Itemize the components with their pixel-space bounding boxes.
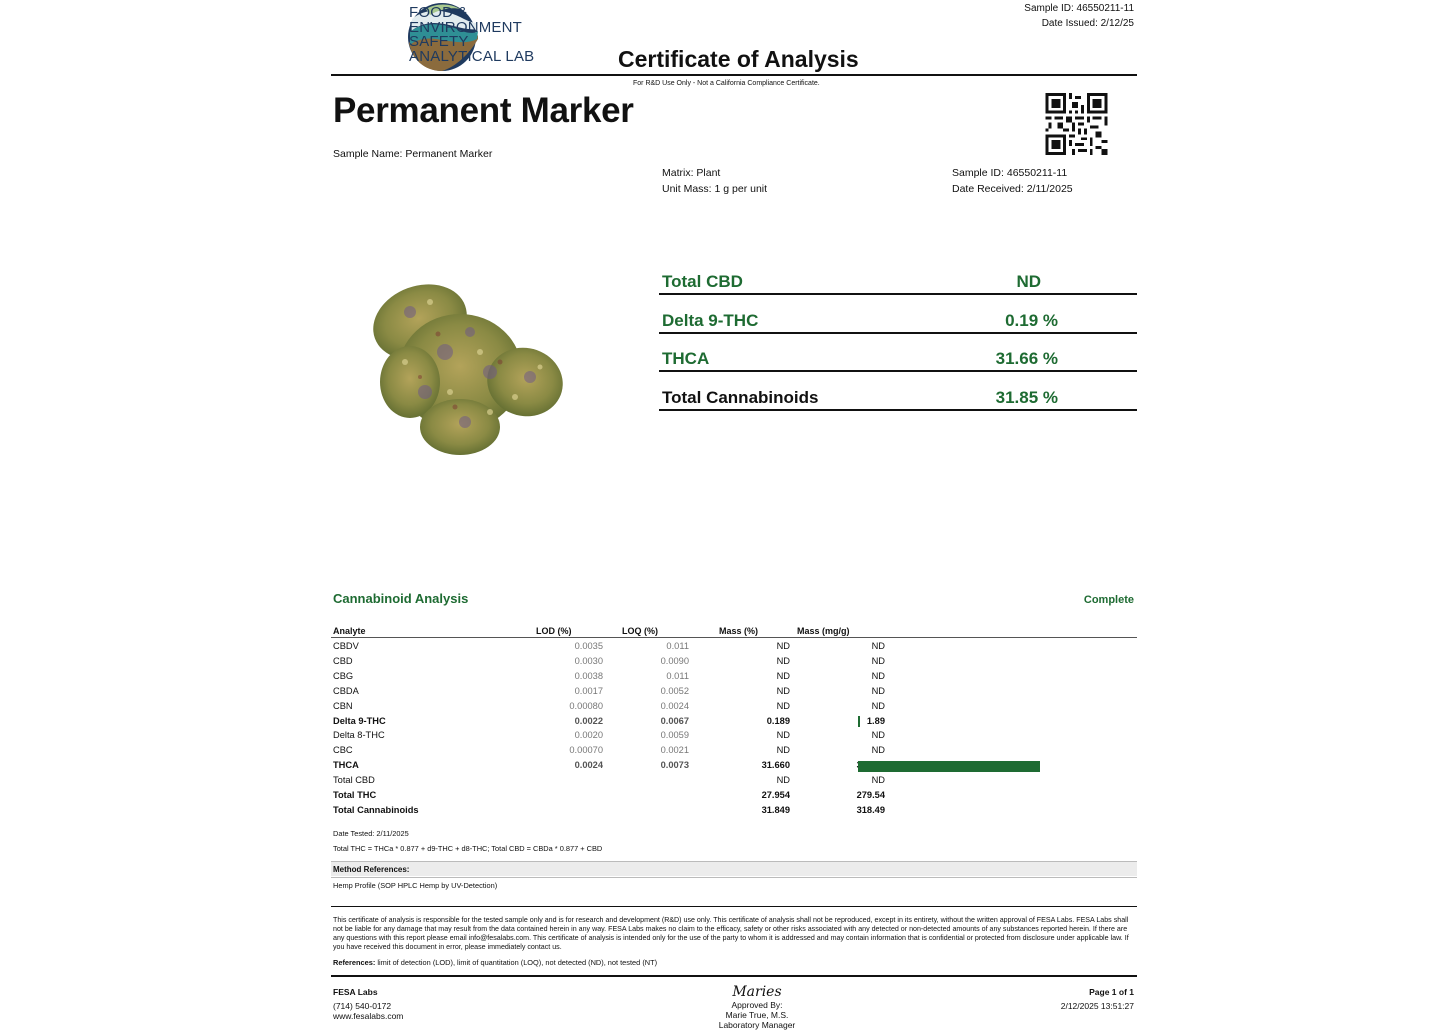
cell-mass-mg: ND: [871, 655, 885, 666]
cell-lod: 0.0017: [574, 685, 603, 696]
cell-analyte: CBN: [333, 700, 353, 711]
document-title: Certificate of Analysis: [618, 46, 859, 72]
cell-loq: 0.0052: [660, 685, 689, 696]
summary-label-delta9-thc: Delta 9-THC: [662, 311, 759, 330]
table-row: [333, 656, 1033, 671]
sample-id: Sample ID: 46550211-11: [952, 167, 1068, 179]
cell-mass-mg: ND: [871, 775, 885, 786]
footer-divider: [331, 975, 1137, 977]
page-number: Page 1 of 1: [1089, 987, 1134, 997]
cell-analyte: CBD: [333, 655, 353, 666]
date-received: Date Received: 2/11/2025: [952, 183, 1073, 195]
cell-loq: 0.0073: [660, 760, 689, 771]
table-header-divider: [331, 637, 1137, 638]
table-row: [333, 775, 1033, 790]
col-header-lod: LOD (%): [536, 626, 572, 636]
table-row: [333, 730, 1033, 745]
approver-title: Laboratory Manager: [718, 1020, 796, 1030]
table-row: [333, 701, 1033, 716]
cell-mass-pct: ND: [776, 685, 790, 696]
cell-mass-pct: ND: [776, 775, 790, 786]
cell-mass-pct: 0.189: [766, 715, 790, 726]
cell-mass-pct: ND: [776, 670, 790, 681]
cell-mass-mg: ND: [871, 700, 885, 711]
summary-divider: [659, 370, 1137, 372]
header-sample-id: Sample ID: 46550211-11: [1024, 3, 1134, 14]
cell-analyte: CBDA: [333, 685, 359, 696]
table-row: [333, 790, 1033, 805]
cell-analyte: Delta 8-THC: [333, 730, 385, 741]
cell-mass-pct: ND: [776, 745, 790, 756]
summary-divider: [659, 293, 1137, 295]
cell-analyte: Total Cannabinoids: [333, 804, 419, 815]
sample-name: Sample Name: Permanent Marker: [333, 148, 493, 160]
cell-analyte: THCA: [333, 760, 359, 771]
company-website: www.fesalabs.com: [333, 1011, 404, 1021]
footer-company: [333, 987, 403, 1021]
summary-value-total-cbd: ND: [1016, 272, 1041, 291]
total-formula: Total THC = THCa * 0.877 + d9-THC + d8-THC; Total CBD = CBDa * 0.877 + CBD: [333, 844, 603, 853]
cell-lod: 0.0030: [574, 655, 603, 666]
cell-mass-pct: 31.849: [761, 804, 790, 815]
col-header-analyte: Analyte: [333, 626, 366, 636]
method-divider: [331, 861, 1137, 862]
summary-value-total-cannabinoids: 31.85 %: [995, 388, 1058, 407]
company-name: FESA Labs: [333, 987, 378, 997]
cell-loq: 0.0021: [660, 745, 689, 756]
cell-lod: 0.0038: [574, 670, 603, 681]
cell-lod: 0.0024: [574, 760, 603, 771]
cell-analyte: CBDV: [333, 641, 359, 651]
legal-divider: [331, 906, 1137, 907]
date-tested: Date Tested: 2/11/2025: [333, 829, 409, 838]
cell-mass-mg: ND: [871, 745, 885, 756]
print-timestamp: 2/12/2025 13:51:27: [1060, 1001, 1134, 1011]
mass-bar: [858, 761, 1040, 772]
table-row: [333, 716, 1033, 731]
cell-mass-mg: ND: [871, 685, 885, 696]
table-row: [333, 641, 1033, 656]
legal-disclaimer: This certificate of analysis is responsible for the tested sample only and is for research and development (R&D) use only. This certificate of analysis shall not be reproduced, except in its entirety, without the written approval of FESA Labs. FESA Labs shall not be liable for any damage that may result from the data contained herein in any way. FESA Labs makes no claim to the efficacy, safety or other risks associated with any detected or non-detected amounts of any substances reported herein. If there are any questions with this report please email info@fesalabs.com. This certificate of analysis is intended only for the use of the party to whom it is addressed and may contain information that is confidential or protected from disclosure under applicable law. If you have received this document in error, please immediately contact us.: [333, 916, 1129, 951]
approved-by-label: Approved By:: [731, 1000, 783, 1010]
cell-lod: 0.0022: [574, 715, 603, 726]
cell-mass-pct: 27.954: [761, 790, 790, 800]
method-heading: Method References:: [333, 865, 410, 874]
cell-loq: 0.011: [666, 641, 689, 651]
product-title: Permanent Marker: [333, 91, 634, 130]
cell-analyte: CBC: [333, 745, 353, 756]
cell-mass-pct: ND: [776, 700, 790, 711]
cell-mass-mg: 279.54: [856, 790, 885, 800]
matrix: Matrix: Plant: [662, 167, 721, 179]
col-header-mass-mg: Mass (mg/g): [797, 626, 850, 636]
cell-mass-mg: ND: [871, 670, 885, 681]
references-text: limit of detection (LOD), limit of quantitation (LOQ), not detected (ND), not tested (NT): [377, 958, 658, 967]
cell-mass-pct: ND: [776, 730, 790, 741]
cell-lod: 0.00070: [569, 745, 603, 756]
unit-mass: Unit Mass: 1 g per unit: [662, 183, 768, 195]
cell-lod: 0.0035: [574, 641, 603, 651]
mass-bar: [858, 716, 860, 727]
rd-notice: For R&D Use Only - Not a California Compliance Certificate.: [633, 80, 820, 87]
cell-mass-mg: ND: [871, 730, 885, 741]
summary-label-total-cbd: Total CBD: [662, 272, 743, 291]
cell-lod: 0.00080: [569, 700, 603, 711]
footer-approval: [657, 984, 857, 1030]
summary-value-thca: 31.66 %: [995, 349, 1058, 368]
cell-loq: 0.0024: [660, 700, 689, 711]
footer-page-info: [1061, 987, 1134, 1011]
cell-loq: 0.0059: [660, 730, 689, 741]
references-label: References:: [333, 958, 376, 967]
col-header-loq: LOQ (%): [622, 626, 658, 636]
product-photo: [350, 262, 580, 472]
method-references-band: [331, 862, 1137, 876]
analysis-status: Complete: [1083, 594, 1134, 606]
cell-analyte: Total THC: [333, 790, 377, 800]
cell-mass-pct: 31.660: [761, 760, 790, 771]
header-divider: [331, 74, 1137, 76]
lab-name: FOOD & ENVIRONMENT SAFETY ANALYTICAL LAB: [409, 4, 535, 65]
cell-mass-mg: ND: [871, 641, 885, 651]
cell-analyte: CBG: [333, 670, 354, 681]
cell-lod: 0.0020: [574, 730, 603, 741]
company-phone: (714) 540-0172: [333, 1001, 392, 1011]
col-header-mass-pct: Mass (%): [719, 626, 759, 636]
qr-code-icon: [1045, 93, 1108, 155]
summary-label-thca: THCA: [662, 349, 710, 368]
approver-name: Marie True, M.S.: [725, 1010, 789, 1020]
cell-analyte: Total CBD: [333, 775, 375, 786]
cell-mass-mg: 1.89: [866, 715, 885, 726]
table-row: [333, 686, 1033, 701]
method-text: Hemp Profile (SOP HPLC Hemp by UV-Detection): [333, 881, 498, 890]
references-line: [333, 958, 657, 967]
cell-analyte: Delta 9-THC: [333, 715, 386, 726]
cell-loq: 0.011: [666, 670, 689, 681]
summary-divider: [659, 332, 1137, 334]
cell-loq: 0.0090: [660, 655, 689, 666]
table-row: [333, 805, 1033, 820]
cell-mass-pct: ND: [776, 655, 790, 666]
table-row: [333, 671, 1033, 686]
summary-label-total-cannabinoids: Total Cannabinoids: [662, 388, 819, 407]
summary-divider: [659, 409, 1137, 411]
cell-mass-mg: 318.49: [856, 804, 885, 815]
method-divider: [331, 877, 1137, 878]
header-date-issued: Date Issued: 2/12/25: [1041, 18, 1134, 29]
cell-loq: 0.0067: [660, 715, 689, 726]
analysis-title: Cannabinoid Analysis: [333, 591, 469, 606]
cell-mass-pct: ND: [776, 641, 790, 651]
table-row: [333, 745, 1033, 760]
summary-value-delta9-thc: 0.19 %: [1005, 311, 1058, 330]
signature: Maries: [732, 984, 782, 1000]
